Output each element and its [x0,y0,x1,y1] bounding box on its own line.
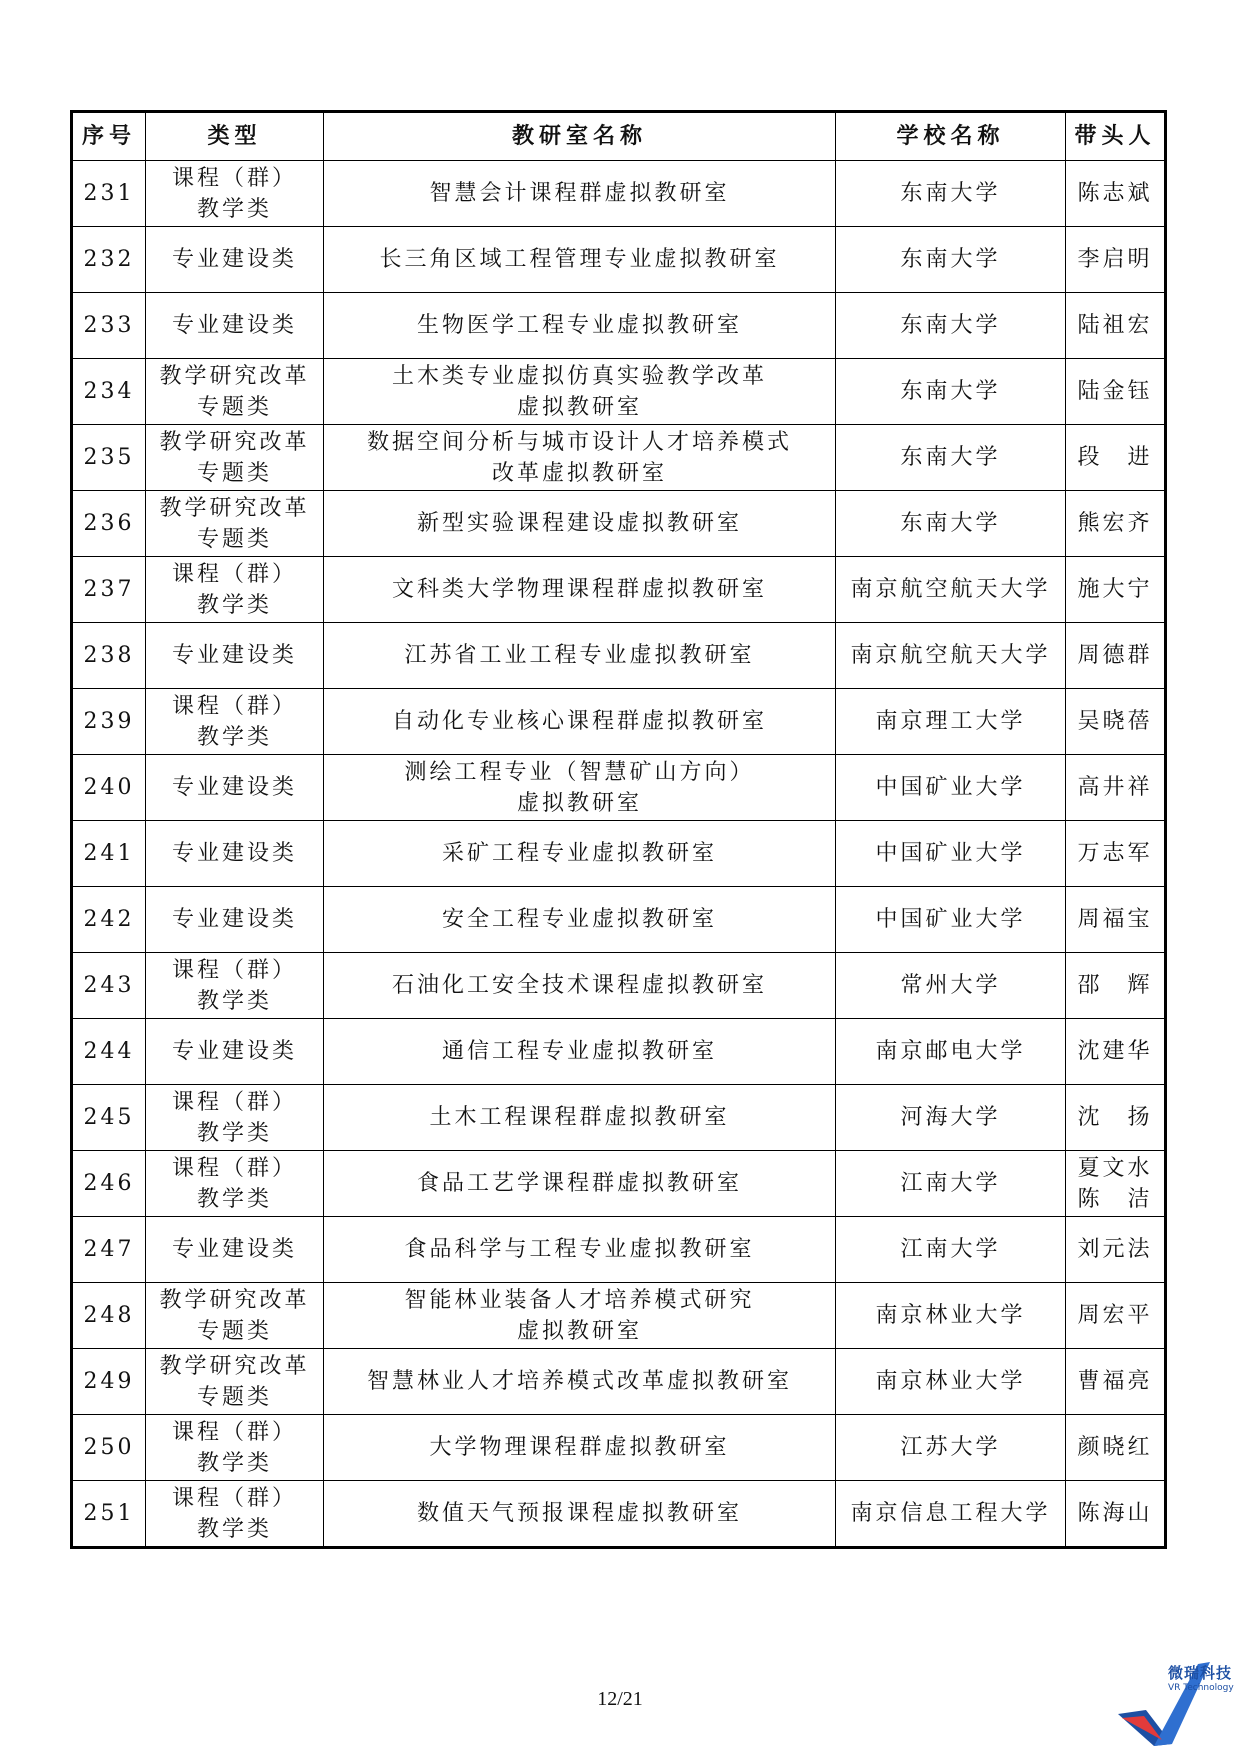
cell-lab-name [324,425,836,491]
type-line: 教学类 [196,196,272,222]
table-row [72,1085,1166,1151]
cell-type [146,1349,324,1415]
type-line: 专业建设类 [171,313,297,338]
cell-school: 中国矿业大学 [836,821,1066,887]
type-line: 教学研究改革 [159,495,310,521]
brand-logo-text: 微瑞科技 [1168,1664,1233,1682]
leader-line: 刘元法 [1077,1237,1153,1262]
table-row [72,623,1166,689]
cell-leader [1066,1151,1166,1217]
type-line: 教学类 [196,592,272,618]
cell-serial: 247 [72,1217,146,1283]
cell-type [146,227,324,293]
cell-serial: 245 [72,1085,146,1151]
cell-school: 东南大学 [836,359,1066,425]
cell-lab-name [324,1085,836,1151]
leader-line: 曹福亮 [1077,1369,1153,1394]
type-line: 课程（群） [171,1155,297,1181]
cell-serial: 238 [72,623,146,689]
cell-lab-name [324,293,836,359]
cell-type [146,293,324,359]
lab-name-line: 虚拟教研室 [516,394,642,420]
cell-leader [1066,491,1166,557]
cell-type [146,689,324,755]
cell-school: 东南大学 [836,293,1066,359]
cell-leader [1066,1283,1166,1349]
cell-leader [1066,425,1166,491]
lab-name-line: 虚拟教研室 [516,1318,642,1344]
cell-serial: 235 [72,425,146,491]
type-line: 教学研究改革 [159,1287,310,1313]
cell-type [146,1283,324,1349]
lab-name-line: 数据空间分析与城市设计人才培养模式 [366,429,792,455]
table-header-row [72,112,1166,161]
table-row [72,953,1166,1019]
type-line: 专业建设类 [171,841,297,866]
cell-school: 中国矿业大学 [836,755,1066,821]
cell-serial: 243 [72,953,146,1019]
cell-lab-name [324,1481,836,1548]
cell-lab-name [324,1283,836,1349]
header-leader: 带头人 [1066,112,1166,161]
cell-type [146,1217,324,1283]
lab-name-line: 江苏省工业工程专业虚拟教研室 [404,643,755,668]
type-line: 专题类 [196,460,272,486]
cell-leader [1066,755,1166,821]
lab-name-line: 测绘工程专业（智慧矿山方向） [404,759,755,785]
cell-serial: 242 [72,887,146,953]
cell-school: 常州大学 [836,953,1066,1019]
leader-line: 沈建华 [1077,1039,1153,1064]
lab-name-line: 采矿工程专业虚拟教研室 [441,841,717,866]
cell-leader [1066,1415,1166,1481]
cell-type [146,161,324,227]
leader-line: 陈海山 [1077,1501,1153,1526]
type-line: 教学类 [196,988,272,1014]
cell-serial: 240 [72,755,146,821]
type-line: 课程（群） [171,693,297,719]
cell-leader [1066,1019,1166,1085]
header-lab-name: 教研室名称 [324,112,836,161]
leader-line: 高井祥 [1077,775,1153,800]
cell-lab-name [324,161,836,227]
lab-name-line: 文科类大学物理课程群虚拟教研室 [391,577,767,602]
lab-name-line: 新型实验课程建设虚拟教研室 [416,511,742,536]
type-line: 教学类 [196,1450,272,1476]
leader-line: 陆祖宏 [1077,313,1153,338]
type-line: 教学研究改革 [159,1353,310,1379]
leader-line: 陈志斌 [1077,181,1153,206]
leader-line: 段 进 [1077,445,1153,470]
type-line: 专题类 [196,394,272,420]
table-row [72,1349,1166,1415]
cell-school: 南京信息工程大学 [836,1481,1066,1548]
type-line: 课程（群） [171,561,297,587]
cell-lab-name [324,821,836,887]
table-row [72,227,1166,293]
lab-name-line: 虚拟教研室 [516,790,642,816]
type-line: 教学类 [196,724,272,750]
leader-line: 邵 辉 [1077,973,1153,998]
cell-school: 江苏大学 [836,1415,1066,1481]
leader-line: 陆金钰 [1077,379,1153,404]
leader-line: 熊宏齐 [1077,511,1153,536]
cell-lab-name [324,623,836,689]
cell-lab-name [324,557,836,623]
type-line: 教学类 [196,1516,272,1542]
type-line: 专业建设类 [171,643,297,668]
table-row [72,1481,1166,1548]
table-row [72,1415,1166,1481]
cell-leader [1066,161,1166,227]
cell-school: 东南大学 [836,491,1066,557]
table-row [72,557,1166,623]
leader-line: 周宏平 [1077,1303,1153,1328]
leader-line: 颜晓红 [1077,1435,1153,1460]
lab-name-line: 土木工程课程群虚拟教研室 [429,1105,730,1130]
table-row [72,1019,1166,1085]
cell-lab-name [324,491,836,557]
cell-serial: 248 [72,1283,146,1349]
cell-school: 中国矿业大学 [836,887,1066,953]
cell-type [146,953,324,1019]
cell-type [146,425,324,491]
leader-line: 吴晓蓓 [1077,709,1153,734]
type-line: 专业建设类 [171,775,297,800]
leader-line: 施大宁 [1077,577,1153,602]
table-row [72,821,1166,887]
cell-leader [1066,1349,1166,1415]
lab-name-line: 安全工程专业虚拟教研室 [441,907,717,932]
table-body [72,161,1166,1548]
cell-type [146,821,324,887]
table-row [72,755,1166,821]
type-line: 专业建设类 [171,907,297,932]
cell-school: 南京航空航天大学 [836,557,1066,623]
lab-name-line: 生物医学工程专业虚拟教研室 [416,313,742,338]
leader-line: 沈 扬 [1077,1105,1153,1130]
leader-line: 周德群 [1077,643,1153,668]
type-line: 专题类 [196,1318,272,1344]
cell-serial: 234 [72,359,146,425]
cell-lab-name [324,1349,836,1415]
lab-name-line: 大学物理课程群虚拟教研室 [429,1435,730,1460]
table-row [72,293,1166,359]
lab-name-line: 数值天气预报课程虚拟教研室 [416,1501,742,1526]
cell-type [146,1415,324,1481]
cell-school: 东南大学 [836,227,1066,293]
cell-serial: 231 [72,161,146,227]
cell-serial: 250 [72,1415,146,1481]
type-line: 课程（群） [171,1089,297,1115]
type-line: 教学研究改革 [159,363,310,389]
leader-line: 陈 洁 [1077,1186,1153,1212]
cell-leader [1066,953,1166,1019]
lab-name-line: 食品科学与工程专业虚拟教研室 [404,1237,755,1262]
cell-lab-name [324,689,836,755]
lab-name-line: 智慧会计课程群虚拟教研室 [429,181,730,206]
cell-serial: 232 [72,227,146,293]
cell-serial: 239 [72,689,146,755]
header-serial: 序号 [72,112,146,161]
cell-leader [1066,557,1166,623]
cell-serial: 237 [72,557,146,623]
cell-serial: 244 [72,1019,146,1085]
leader-line: 夏文水 [1077,1155,1153,1181]
cell-school: 南京航空航天大学 [836,623,1066,689]
cell-leader [1066,623,1166,689]
cell-school: 河海大学 [836,1085,1066,1151]
cell-leader [1066,1481,1166,1548]
cell-type [146,623,324,689]
type-line: 专业建设类 [171,1237,297,1262]
cell-leader [1066,821,1166,887]
cell-leader [1066,1217,1166,1283]
cell-serial: 233 [72,293,146,359]
cell-type [146,1151,324,1217]
table-row [72,887,1166,953]
cell-school: 南京理工大学 [836,689,1066,755]
cell-type [146,1481,324,1548]
cell-school: 东南大学 [836,425,1066,491]
type-line: 教学类 [196,1186,272,1212]
cell-leader [1066,1085,1166,1151]
table-row [72,1283,1166,1349]
cell-leader [1066,689,1166,755]
cell-lab-name [324,953,836,1019]
cell-serial: 246 [72,1151,146,1217]
table-row [72,425,1166,491]
cell-leader [1066,293,1166,359]
type-line: 教学类 [196,1120,272,1146]
table-row [72,359,1166,425]
cell-lab-name [324,887,836,953]
cell-type [146,1085,324,1151]
lab-name-line: 改革虚拟教研室 [491,460,667,486]
virtual-lab-table [70,110,1167,1549]
cell-leader [1066,227,1166,293]
header-school: 学校名称 [836,112,1066,161]
lab-name-line: 食品工艺学课程群虚拟教研室 [416,1171,742,1196]
cell-serial: 251 [72,1481,146,1548]
cell-lab-name [324,755,836,821]
cell-serial: 236 [72,491,146,557]
cell-lab-name [324,1415,836,1481]
table-row [72,1151,1166,1217]
lab-name-line: 自动化专业核心课程群虚拟教研室 [391,709,767,734]
brand-logo-subtext: VR Technology [1168,1683,1234,1693]
cell-school: 南京林业大学 [836,1283,1066,1349]
header-type: 类型 [146,112,324,161]
type-line: 专业建设类 [171,247,297,272]
lab-name-line: 智慧林业人才培养模式改革虚拟教研室 [366,1369,792,1394]
cell-school: 东南大学 [836,161,1066,227]
cell-type [146,887,324,953]
lab-name-line: 土木类专业虚拟仿真实验教学改革 [391,363,767,389]
cell-leader [1066,359,1166,425]
cell-leader [1066,887,1166,953]
cell-school: 南京林业大学 [836,1349,1066,1415]
type-line: 专业建设类 [171,1039,297,1064]
cell-type [146,557,324,623]
cell-lab-name [324,1217,836,1283]
cell-lab-name [324,1019,836,1085]
cell-lab-name [324,227,836,293]
cell-school: 南京邮电大学 [836,1019,1066,1085]
type-line: 专题类 [196,1384,272,1410]
type-line: 教学研究改革 [159,429,310,455]
cell-serial: 249 [72,1349,146,1415]
table-row [72,161,1166,227]
type-line: 课程（群） [171,1485,297,1511]
cell-type [146,491,324,557]
cell-lab-name [324,1151,836,1217]
table-row [72,491,1166,557]
type-line: 课程（群） [171,957,297,983]
cell-serial: 241 [72,821,146,887]
table-row [72,1217,1166,1283]
page-number: 12/21 [597,1688,643,1710]
cell-type [146,755,324,821]
type-line: 专题类 [196,526,272,552]
lab-name-line: 长三角区域工程管理专业虚拟教研室 [379,247,780,272]
cell-school: 江南大学 [836,1217,1066,1283]
type-line: 课程（群） [171,165,297,191]
lab-name-line: 石油化工安全技术课程虚拟教研室 [391,973,767,998]
leader-line: 周福宝 [1077,907,1153,932]
lab-name-line: 智能林业装备人才培养模式研究 [404,1287,755,1313]
leader-line: 万志军 [1077,841,1153,866]
cell-type [146,359,324,425]
leader-line: 李启明 [1077,247,1153,272]
cell-school: 江南大学 [836,1151,1066,1217]
cell-type [146,1019,324,1085]
type-line: 课程（群） [171,1419,297,1445]
lab-name-line: 通信工程专业虚拟教研室 [441,1039,717,1064]
table-row [72,689,1166,755]
cell-lab-name [324,359,836,425]
